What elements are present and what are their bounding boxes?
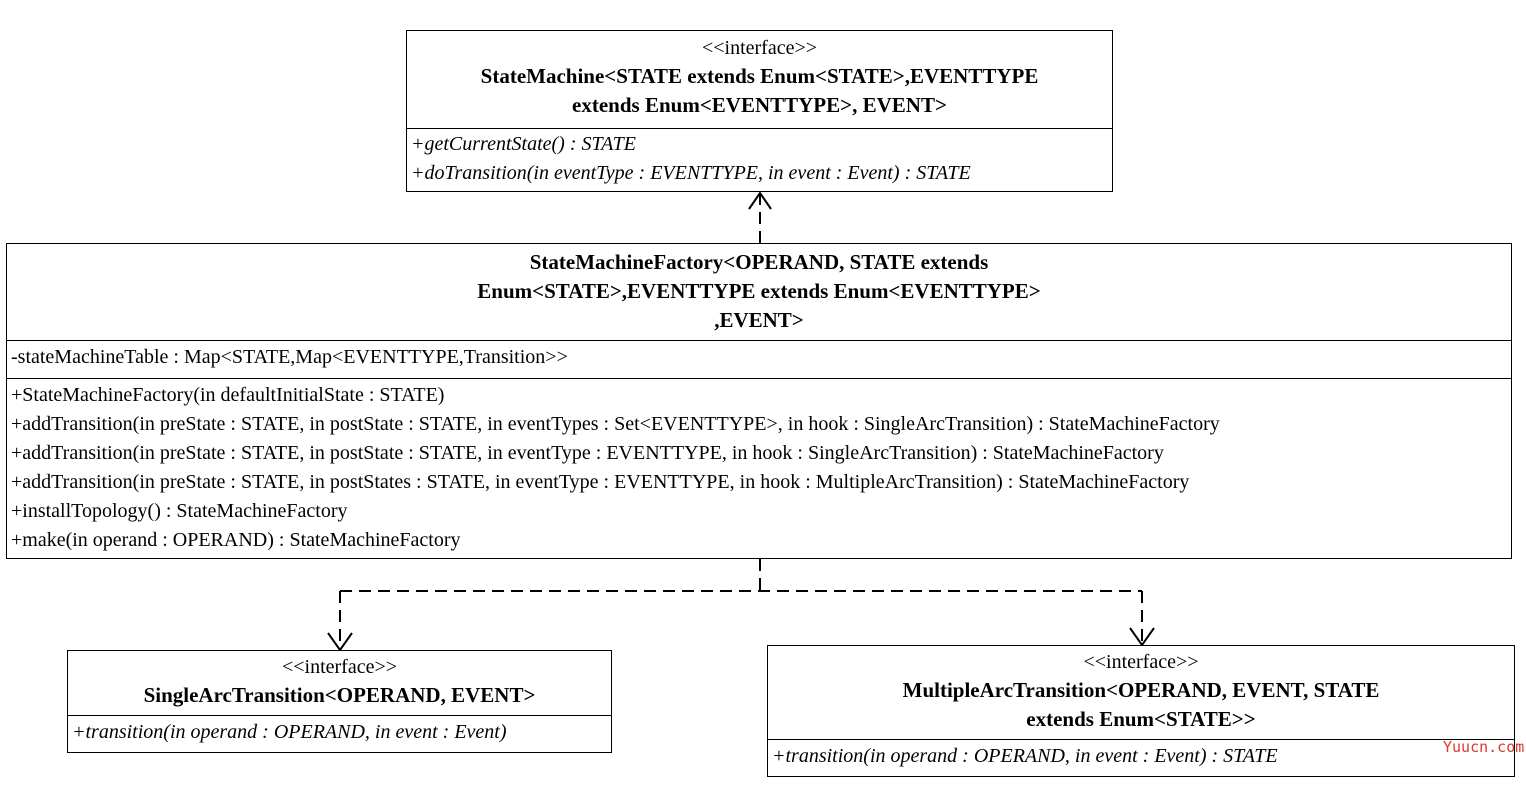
method-row: +addTransition(in preState : STATE, in postState : STATE, in eventType : EVENTTYPE, in hook : SingleArcTransition) : StateMachineFactory — [11, 442, 1164, 464]
factory-attributes — [7, 340, 1511, 378]
statemachine-methods — [407, 128, 1112, 188]
factory-header — [7, 244, 1511, 340]
method-row: +addTransition(in preState : STATE, in postStates : STATE, in eventType : EVENTTYPE, in hook : MultipleArcTransition) : StateMachineFactory — [11, 471, 1190, 493]
method-row: +transition(in operand : OPERAND, in event : Event) — [72, 721, 507, 743]
method-row: +getCurrentState() : STATE — [411, 133, 636, 155]
stereotype-label: <<interface>> — [1083, 651, 1199, 673]
watermark-text: Yuucn.com — [1443, 738, 1525, 756]
class-title-line: SingleArcTransition<OPERAND, EVENT> — [143, 683, 536, 707]
method-row: +transition(in operand : OPERAND, in event : Event) : STATE — [772, 745, 1278, 767]
factory-methods — [7, 378, 1511, 555]
single-arc-methods — [68, 715, 611, 747]
method-row: +addTransition(in preState : STATE, in postState : STATE, in eventTypes : Set<EVENTTYPE>, in hook : SingleArcTransition) : StateMachineFactory — [11, 413, 1220, 435]
class-title-line: StateMachine<STATE extends Enum<STATE>,EVENTTYPE — [480, 64, 1039, 88]
class-title-line: Enum<STATE>,EVENTTYPE extends Enum<EVENTTYPE> — [477, 279, 1041, 303]
statemachine-interface-box[interactable] — [406, 30, 1113, 192]
multiple-arc-header — [768, 646, 1514, 739]
method-row: +installTopology() : StateMachineFactory — [11, 500, 348, 522]
class-title-line: extends Enum<STATE>> — [1026, 707, 1256, 731]
class-title-line: extends Enum<EVENTTYPE>, EVENT> — [572, 93, 947, 117]
method-row: +doTransition(in eventType : EVENTTYPE, in event : Event) : STATE — [411, 162, 971, 184]
multiplearctransition-interface-box[interactable] — [767, 645, 1515, 777]
stereotype-label: <<interface>> — [281, 656, 398, 678]
method-row: +StateMachineFactory(in defaultInitialState : STATE) — [11, 384, 445, 406]
class-title-line: StateMachineFactory<OPERAND, STATE extends — [529, 250, 989, 274]
single-arc-header — [68, 651, 611, 715]
attribute-row: -stateMachineTable : Map<STATE,Map<EVENTTYPE,Transition>> — [11, 346, 568, 368]
singlearctransition-interface-box[interactable] — [67, 650, 612, 753]
class-title-line: MultipleArcTransition<OPERAND, EVENT, STATE — [902, 678, 1380, 702]
method-row: +make(in operand : OPERAND) : StateMachineFactory — [11, 529, 461, 551]
class-title-line: ,EVENT> — [714, 308, 804, 332]
statemachine-header — [407, 31, 1112, 128]
statemachinefactory-class-box[interactable] — [6, 243, 1512, 559]
multiple-arc-methods — [768, 739, 1514, 771]
stereotype-label: <<interface>> — [701, 37, 818, 59]
